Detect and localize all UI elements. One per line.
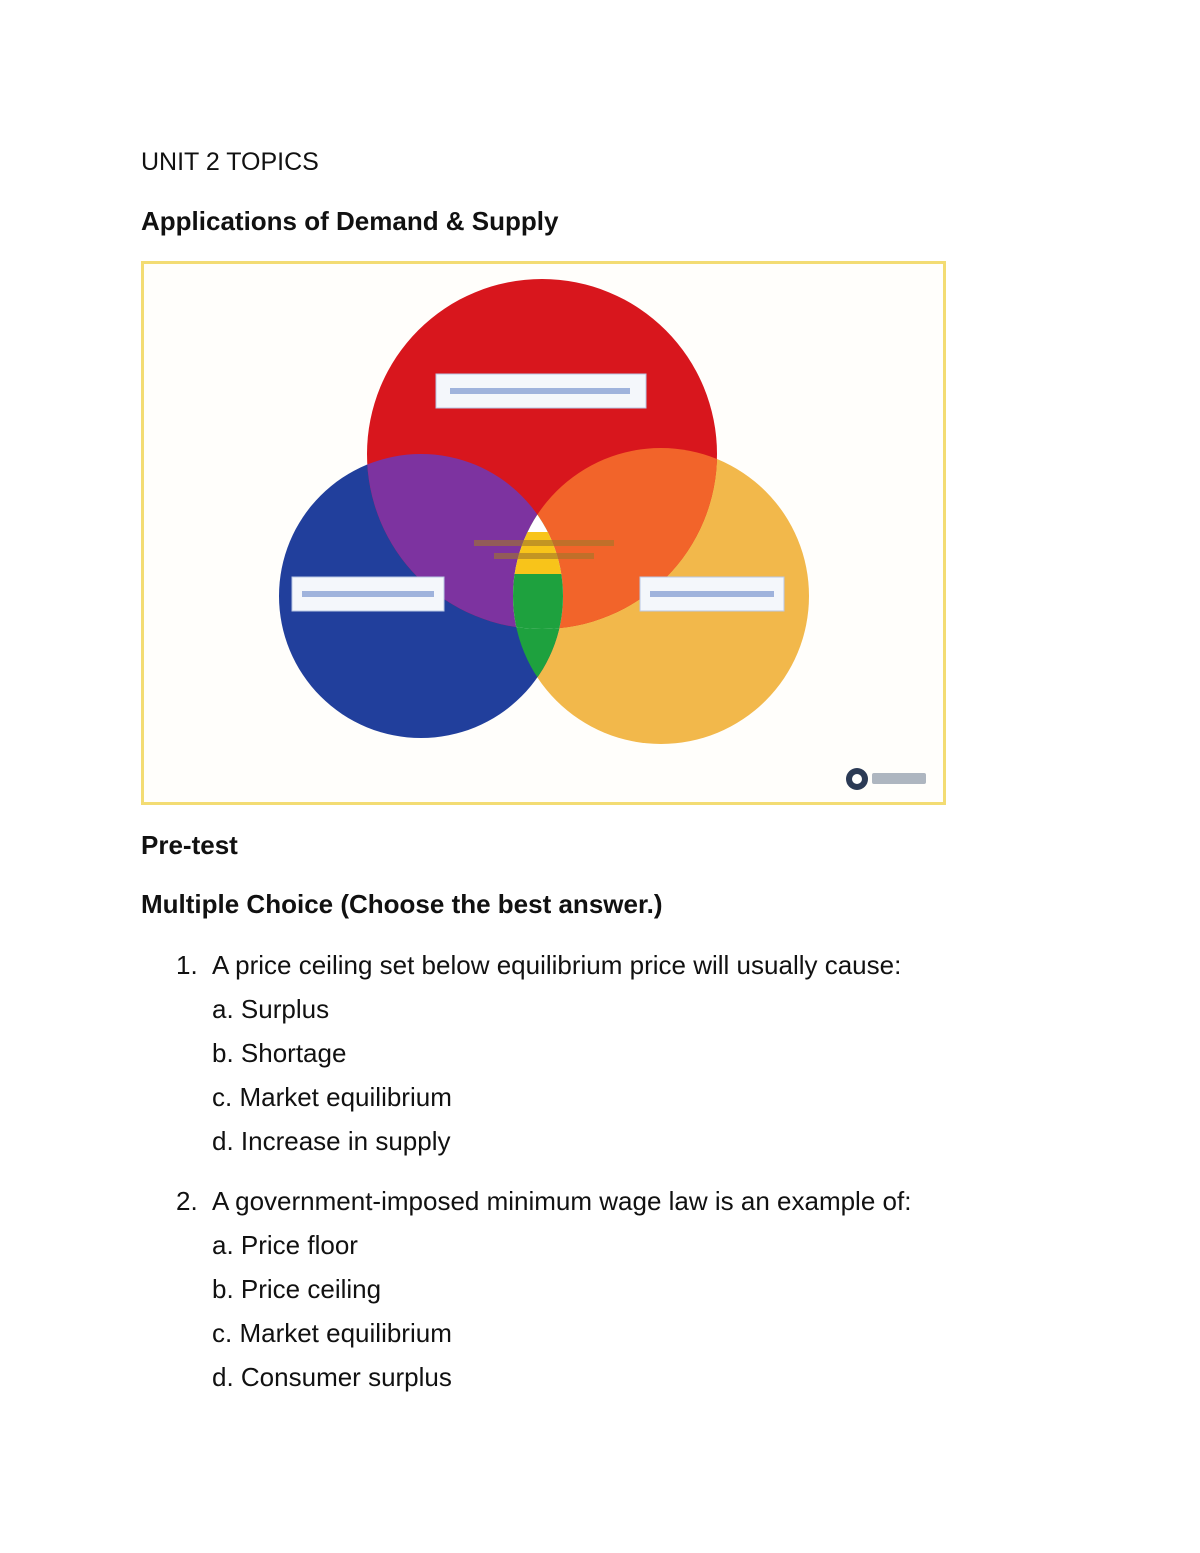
center-label-placeholder	[474, 540, 614, 546]
option-1c: c. Market equilibrium	[212, 1082, 452, 1112]
unit-title: UNIT 2 TOPICS	[141, 148, 319, 176]
top-label-placeholder	[450, 388, 630, 394]
pretest-heading: Pre-test	[141, 830, 238, 860]
question-1	[176, 949, 901, 981]
option-1d: d. Increase in supply	[212, 1126, 451, 1156]
right-label-placeholder	[650, 591, 774, 597]
venn-diagram	[144, 264, 943, 802]
option-2b: b. Price ceiling	[212, 1274, 382, 1304]
question-text: A price ceiling set below equilibrium price will usually cause:	[212, 950, 902, 980]
brand-logo-icon	[846, 768, 926, 790]
option-2d: d. Consumer surplus	[212, 1362, 452, 1392]
venn-diagram-figure	[141, 261, 946, 805]
left-label-placeholder	[302, 591, 434, 597]
option-1a: a. Surplus	[212, 994, 330, 1024]
option-2c: c. Market equilibrium	[212, 1318, 452, 1348]
question-2	[176, 1185, 911, 1217]
question-number: 2.	[176, 1186, 198, 1216]
center-label-placeholder-2	[494, 553, 594, 559]
option-2a: a. Price floor	[212, 1230, 358, 1260]
multiple-choice-heading: Multiple Choice (Choose the best answer.)	[141, 889, 663, 919]
option-1b: b. Shortage	[212, 1038, 347, 1068]
section-title: Applications of Demand & Supply	[141, 206, 559, 236]
question-text: A government-imposed minimum wage law is an example of:	[212, 1186, 912, 1216]
question-number: 1.	[176, 950, 198, 980]
